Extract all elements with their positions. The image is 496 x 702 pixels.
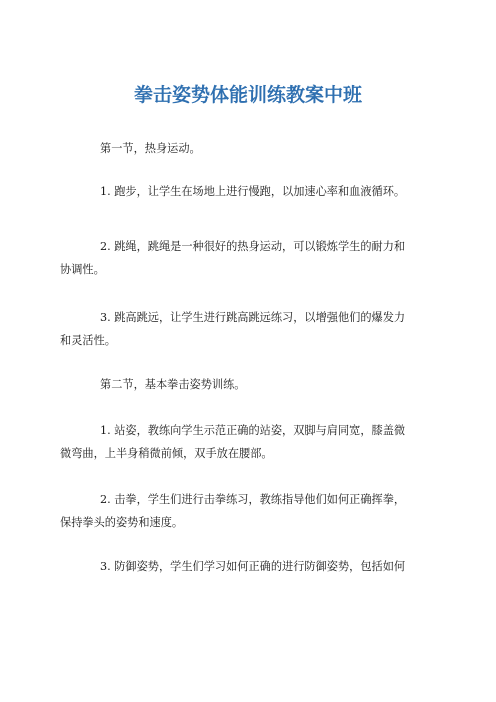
paragraph-line: 2. 跳绳，跳绳是一种很好的热身运动，可以锻炼学生的耐力和: [100, 240, 406, 253]
paragraph-line: 第二节，基本拳击姿势训练。: [100, 378, 246, 391]
paragraph-section-1-heading: [100, 137, 420, 160]
paragraph-line: 2. 击拳，学生们进行击拳练习，教练指导他们如何正确挥拳，: [100, 493, 406, 506]
paragraph-line: 3. 防御姿势，学生们学习如何正确的进行防御姿势，包括如何: [100, 560, 406, 573]
paragraph-defense: [100, 555, 420, 578]
paragraph-line: 协调性。: [60, 263, 105, 276]
paragraph-jump-rope: [60, 235, 420, 281]
paragraph-line: 和灵活性。: [60, 334, 116, 347]
paragraph-line: 1. 跑步，让学生在场地上进行慢跑，以加速心率和血液循环。: [100, 185, 406, 198]
paragraph-stance: [60, 419, 420, 465]
paragraph-line: 1. 站姿，教练向学生示范正确的站姿，双脚与肩同宽，膝盖微: [100, 424, 406, 437]
document-title: 拳击姿势体能训练教案中班: [133, 84, 362, 106]
paragraph-line: 3. 跳高跳远，让学生进行跳高跳远练习，以增强他们的爆发力: [100, 311, 406, 324]
paragraph-section-2-heading: [100, 373, 420, 396]
paragraph-line: 微弯曲，上半身稍微前倾，双手放在腰部。: [60, 447, 273, 460]
paragraph-high-long-jump: [60, 306, 420, 352]
paragraph-line: 保持拳头的姿势和速度。: [60, 516, 184, 529]
paragraph-punching: [60, 488, 420, 534]
paragraph-line: 第一节，热身运动。: [100, 142, 201, 155]
paragraph-running: [100, 180, 420, 203]
